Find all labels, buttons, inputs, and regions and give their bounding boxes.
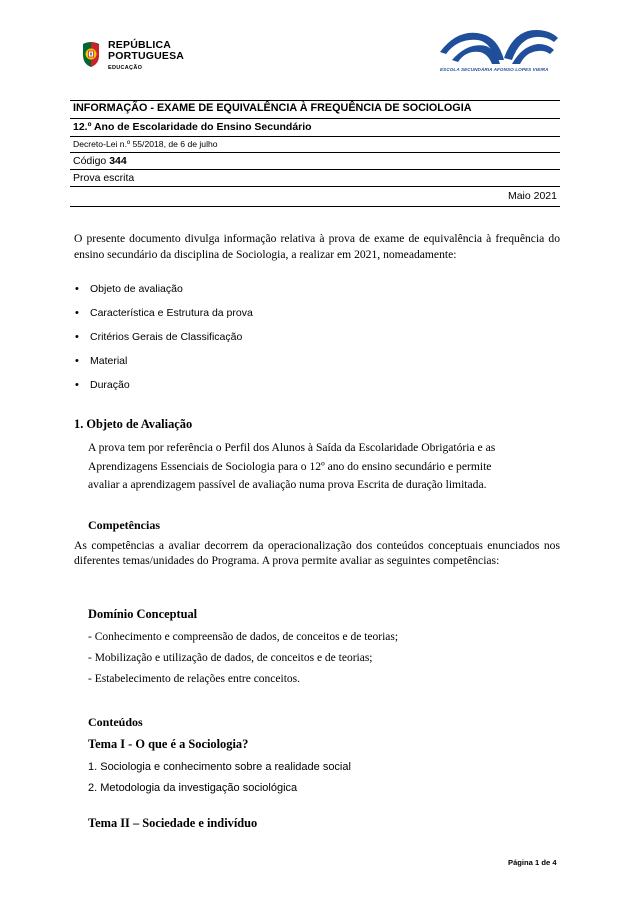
paragraph-competencias: As competências a avaliar decorrem da operacionalização dos conteúdos conceptuais enunciados nos diferentes temas/unidades do Programa. A prova permite avaliar as seguintes competências: (74, 539, 560, 567)
exam-code (70, 152, 560, 169)
dominio-list (88, 628, 558, 691)
list-item: 1. Sociologia e conhecimento sobre a realidade social (88, 761, 351, 773)
list-item: • Objeto de avaliação (74, 281, 554, 305)
list-item: 2. Metodologia da investigação sociológica (88, 782, 298, 794)
school-year: 12.º Ano de Escolaridade do Ensino Secundário (70, 118, 560, 136)
paragraph-line: avaliar a aprendizagem passível de avaliação numa prova Escrita de duração limitada. (88, 478, 487, 492)
decree-reference: Decreto-Lei n.º 55/2018, de 6 de julho (70, 136, 560, 152)
school-name: ESCOLA SECUNDÁRIA AFONSO LOPES VIEIRA (440, 67, 549, 72)
portuguese-emblem-icon (80, 40, 102, 68)
heading-dominio-conceptual: Domínio Conceptual (88, 607, 198, 621)
list-item: • Característica e Estrutura da prova (74, 305, 554, 329)
document-title: INFORMAÇÃO - EXAME DE EQUIVALÊNCIA À FREQUÊNCIA DE SOCIOLOGIA (70, 100, 560, 118)
section-heading-objeto: 1. Objeto de Avaliação (74, 417, 193, 431)
school-wave-logo-icon (438, 24, 560, 68)
section-paragraph-objeto (88, 439, 558, 495)
list-item: - Estabelecimento de relações entre conceitos. (88, 673, 301, 685)
heading-tema-1: Tema I - O que é a Sociologia? (88, 737, 249, 751)
list-item: • Duração (74, 377, 554, 401)
exam-type: Prova escrita (70, 169, 560, 186)
exam-code-label: Código (73, 155, 107, 167)
tema-1-list (88, 759, 558, 801)
logo-text-republica: REPÚBLICA PORTUGUESA (108, 39, 185, 62)
republica-portuguesa-logo (80, 38, 220, 78)
info-table (70, 100, 560, 207)
intro-paragraph: O presente documento divulga informação relativa à prova de exame de equivalência à frequência do ensino secundário da disciplina de Sociologia, a realizar em 2021, nomeadamente: (74, 232, 560, 261)
list-item: • Material (74, 353, 554, 377)
logo-text-educacao: EDUCAÇÃO (108, 65, 143, 71)
list-item: - Mobilização e utilização de dados, de conceitos e de teorias; (88, 652, 373, 664)
school-logo (438, 24, 560, 80)
heading-competencias: Competências (88, 518, 160, 532)
list-item: - Conhecimento e compreensão de dados, de conceitos e de teorias; (88, 631, 399, 643)
exam-date: Maio 2021 (70, 186, 560, 207)
heading-conteudos: Conteúdos (88, 715, 143, 729)
paragraph-line: Aprendizagens Essenciais de Sociologia para o 12º ano do ensino secundário e permite (88, 459, 492, 473)
list-item: • Critérios Gerais de Classificação (74, 329, 554, 353)
paragraph-line: A prova tem por referência o Perfil dos Alunos à Saída da Escolaridade Obrigatória e as (88, 441, 496, 454)
topics-list (74, 281, 554, 401)
page-number: Página 1 de 4 (508, 858, 557, 867)
exam-code-value: 344 (109, 155, 127, 167)
heading-tema-2: Tema II – Sociedade e indivíduo (88, 816, 258, 830)
